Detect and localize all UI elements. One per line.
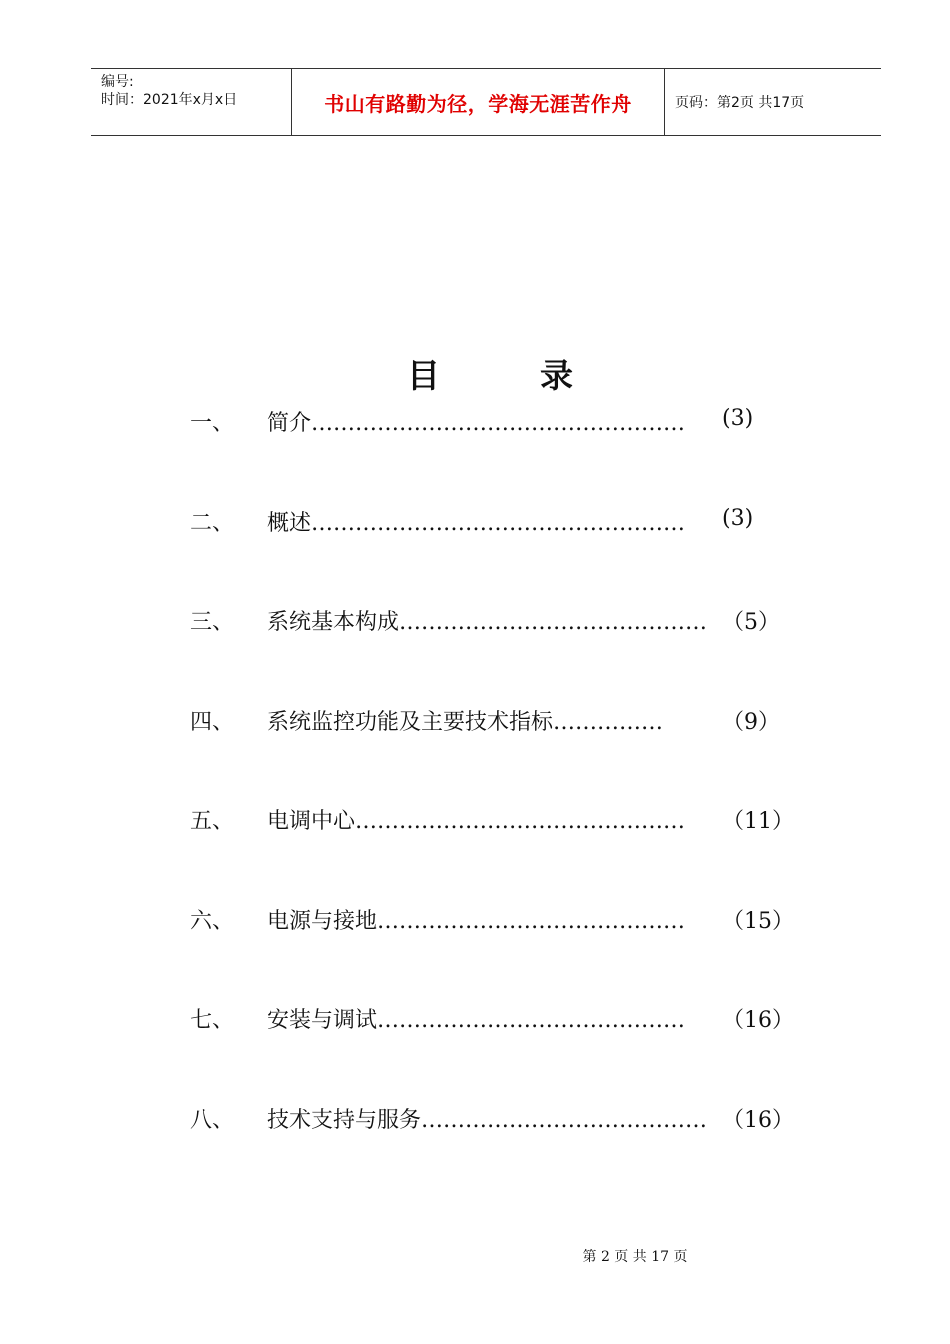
toc-entry[interactable] <box>190 699 810 799</box>
toc-page-number: （16） <box>722 1107 794 1133</box>
toc-page-number: （15） <box>722 908 794 934</box>
toc-leader-dots: …………… <box>553 709 664 735</box>
toc-label-text: 简介 <box>267 411 312 436</box>
toc-page-number: （16） <box>722 1008 794 1033</box>
toc-label-text: 技术支持与服务 <box>267 1107 422 1133</box>
toc-title-left: 目 <box>407 356 440 395</box>
toc-entry[interactable] <box>190 599 810 699</box>
toc-label <box>267 904 722 935</box>
toc-label <box>267 1103 722 1134</box>
header-meta <box>91 69 292 135</box>
toc-leader-dots: ……………………………………… <box>355 809 686 834</box>
toc-number: 五、 <box>190 809 235 834</box>
toc-label <box>267 406 722 437</box>
toc-page-number: （5） <box>722 610 780 635</box>
toc-label-text: 安装与调试 <box>267 1008 378 1033</box>
toc-label-text: 系统基本构成 <box>267 610 400 635</box>
header-motto: 书山有路勤为径，学海无涯苦作舟 <box>292 69 665 135</box>
serial-label: 编号: <box>101 74 134 90</box>
toc-page-number: （11） <box>722 809 794 834</box>
toc-label <box>267 804 722 835</box>
toc-entry[interactable] <box>190 1097 810 1197</box>
toc-number: 一、 <box>190 411 235 436</box>
toc-number: 四、 <box>190 709 235 735</box>
toc-number: 三、 <box>190 610 235 635</box>
toc-leader-dots: …………………………………… <box>377 1008 686 1033</box>
toc-label-text: 概述 <box>267 510 312 536</box>
toc-leader-dots: …………………………………… <box>377 908 686 934</box>
toc-title <box>0 350 950 397</box>
toc-leader-dots: ………………………………… <box>421 1107 708 1133</box>
date-line: 时间：2021年x月x日 <box>101 92 238 108</box>
toc-label-text: 系统监控功能及主要技术指标 <box>267 709 554 735</box>
header-page-info: 页码：第2页 共17页 <box>675 95 805 111</box>
toc-leader-dots: …………………………………………… <box>311 411 686 436</box>
toc-leader-dots: …………………………………… <box>399 610 708 635</box>
toc-label <box>267 506 722 537</box>
toc-label <box>267 605 722 636</box>
toc-page-number: (3) <box>722 406 754 431</box>
toc-entry[interactable] <box>190 898 810 998</box>
page-header <box>91 68 881 136</box>
toc-number: 八、 <box>190 1107 235 1133</box>
toc-entry[interactable] <box>190 798 810 898</box>
toc-number: 二、 <box>190 510 235 536</box>
toc-label-text: 电调中心 <box>267 809 356 834</box>
toc-label <box>267 705 722 736</box>
toc-list <box>190 400 810 1196</box>
toc-label-text: 电源与接地 <box>267 908 378 934</box>
toc-number: 六、 <box>190 908 235 934</box>
toc-leader-dots: …………………………………………… <box>311 510 686 536</box>
toc-entry[interactable] <box>190 997 810 1097</box>
toc-page-number: （9） <box>722 709 780 735</box>
toc-page-number: (3) <box>722 505 754 531</box>
toc-label <box>267 1003 722 1034</box>
toc-entry[interactable] <box>190 500 810 600</box>
toc-entry[interactable] <box>190 400 810 500</box>
page-footer: 第 2 页 共 17 页 <box>582 1249 688 1265</box>
toc-number: 七、 <box>190 1008 235 1033</box>
toc-title-right: 录 <box>540 356 573 395</box>
